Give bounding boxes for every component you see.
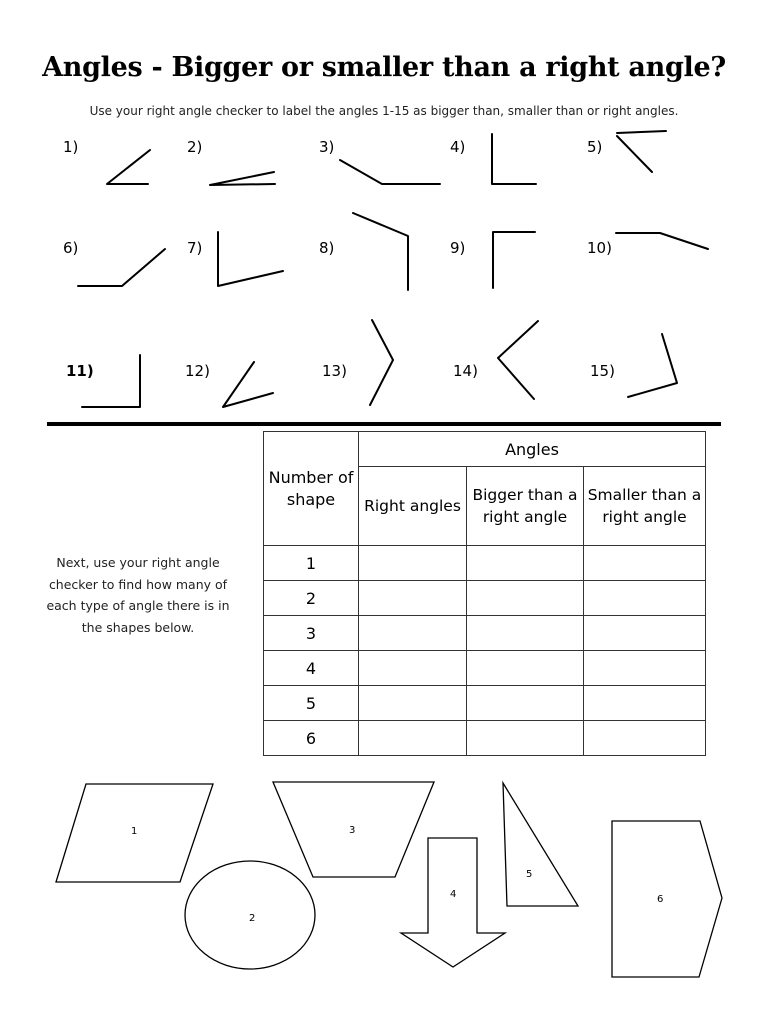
shape-label-3: 3 <box>349 825 356 836</box>
row-number: 6 <box>264 721 359 756</box>
shape-label-6: 6 <box>657 894 664 905</box>
angle-label-10: 10) <box>587 239 612 257</box>
angle-label-14: 14) <box>453 362 478 380</box>
shape-label-1: 1 <box>131 826 138 837</box>
angle-label-9: 9) <box>450 239 466 257</box>
angle-label-2: 2) <box>187 138 203 156</box>
row-number: 1 <box>264 546 359 581</box>
angle-label-13: 13) <box>322 362 347 380</box>
angle-label-4: 4) <box>450 138 466 156</box>
angle-label-5: 5) <box>587 138 603 156</box>
col-header-number: Number of shape <box>264 432 359 546</box>
row-number: 5 <box>264 686 359 721</box>
shape-label-2: 2 <box>249 913 256 924</box>
shape-label-5: 5 <box>526 869 533 880</box>
angle-label-11: 11) <box>66 362 94 380</box>
col-header-smaller: Smaller than a right angle <box>584 467 706 546</box>
angle-label-1: 1) <box>63 138 79 156</box>
col-header-right: Right angles <box>359 467 467 546</box>
shape-label-4: 4 <box>450 889 457 900</box>
shape-5-triangle <box>503 783 578 906</box>
row-number: 3 <box>264 616 359 651</box>
col-header-bigger: Bigger than a right angle <box>467 467 584 546</box>
angle-label-8: 8) <box>319 239 335 257</box>
angle-label-6: 6) <box>63 239 79 257</box>
row-number: 2 <box>264 581 359 616</box>
instruction-text: Use your right angle checker to label the angles 1-15 as bigger than, smaller than or right angles. <box>89 104 679 118</box>
angle-label-15: 15) <box>590 362 615 380</box>
shape-6-pentagon <box>612 821 722 977</box>
angle-label-12: 12) <box>185 362 210 380</box>
angle-label-7: 7) <box>187 239 203 257</box>
shape-4-arrow <box>401 838 505 967</box>
shapes-instructions: Next, use your right angle checker to find how many of each type of angle there is in the shapes below. <box>46 555 230 635</box>
row-number: 4 <box>264 651 359 686</box>
col-header-angles: Angles <box>359 432 706 467</box>
page-title: Angles - Bigger or smaller than a right angle? <box>42 52 726 83</box>
angle-label-3: 3) <box>319 138 335 156</box>
